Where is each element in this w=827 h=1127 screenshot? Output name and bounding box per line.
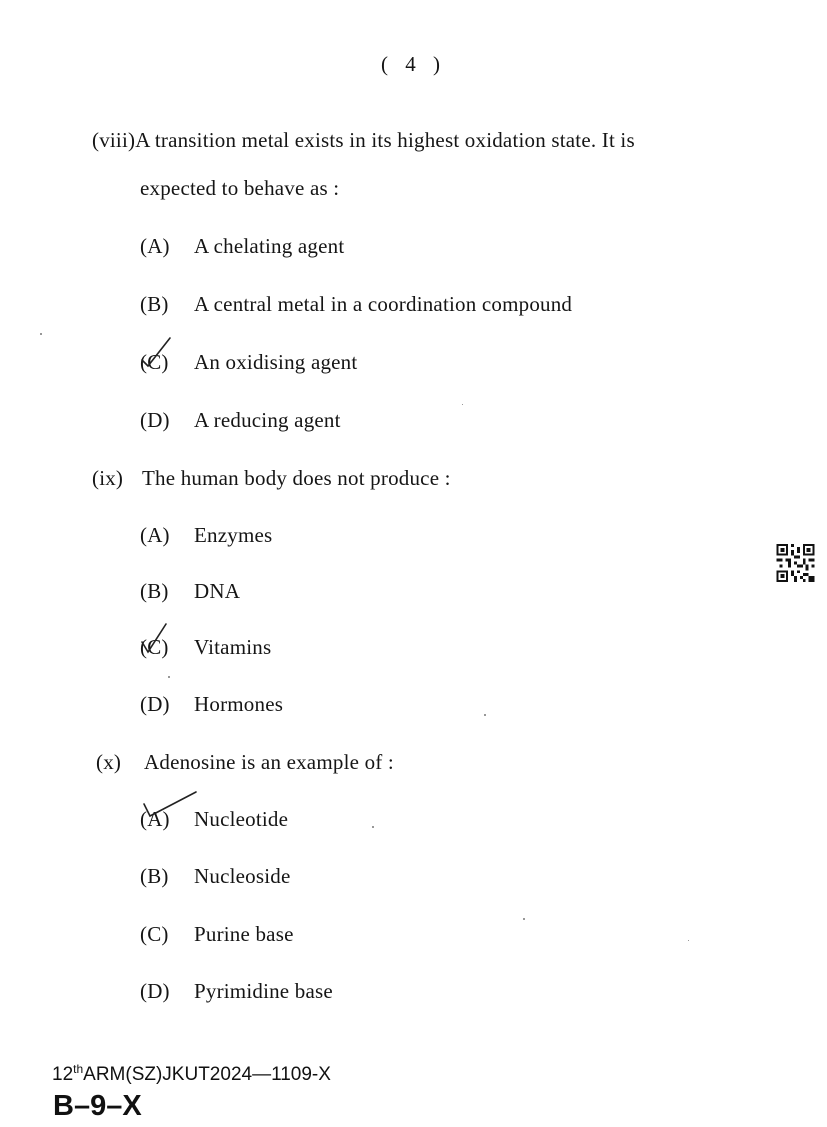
option-text: Hormones	[194, 692, 284, 716]
option-text: A reducing agent	[194, 408, 341, 432]
question-viii-line1	[92, 128, 635, 153]
option-ix-b	[140, 579, 240, 604]
option-label: (C)	[140, 635, 169, 659]
option-label: (A)	[140, 807, 170, 831]
option-label: (C)	[140, 922, 169, 946]
question-number: (x)	[96, 750, 122, 774]
option-x-b	[140, 864, 290, 889]
option-text: DNA	[194, 579, 241, 603]
option-text: Nucleotide	[194, 807, 289, 831]
option-label: (D)	[140, 979, 170, 1003]
option-label: (D)	[140, 692, 170, 716]
option-viii-a	[140, 234, 344, 259]
question-number: (viii)	[92, 128, 136, 152]
scan-speck	[40, 333, 42, 335]
option-label: (B)	[140, 292, 169, 316]
scan-speck	[484, 714, 486, 716]
option-text: Enzymes	[194, 523, 273, 547]
question-number: (ix)	[92, 466, 124, 490]
scan-speck	[688, 940, 689, 941]
question-x-line1	[96, 750, 394, 775]
option-x-c	[140, 922, 294, 947]
option-text: An oxidising agent	[194, 350, 358, 374]
option-text: A chelating agent	[194, 234, 345, 258]
question-text: Adenosine is an example of :	[144, 750, 394, 774]
option-label: (A)	[140, 234, 170, 258]
paper-code-prefix: 12	[52, 1064, 74, 1085]
handwritten-tick-mark-icon	[136, 334, 176, 370]
scan-speck	[372, 826, 374, 828]
option-text: Nucleoside	[194, 864, 291, 888]
option-label: (A)	[140, 523, 170, 547]
option-ix-a	[140, 523, 272, 548]
option-text: Vitamins	[194, 635, 272, 659]
handwritten-tick-mark-icon	[140, 790, 200, 826]
page-number: ( 4 )	[381, 52, 446, 76]
question-text: A transition metal exists in its highest oxidation state. It is	[135, 128, 635, 152]
scan-speck	[168, 676, 170, 678]
question-viii-line2: expected to behave as :	[140, 176, 340, 200]
paper-code-rest: ARM(SZ)JKUT2024—1109-X	[83, 1064, 331, 1085]
scan-speck	[462, 404, 463, 405]
qr-code-icon	[776, 544, 815, 582]
scan-speck	[523, 918, 525, 920]
option-label: (C)	[140, 350, 169, 374]
paper-code-sup: th	[73, 1062, 84, 1076]
option-text: Pyrimidine base	[194, 979, 333, 1003]
question-text: The human body does not produce :	[142, 466, 451, 490]
option-x-d	[140, 979, 333, 1004]
option-text: A central metal in a coordination compound	[194, 292, 573, 316]
handwritten-tick-mark-icon	[136, 620, 176, 656]
option-label: (B)	[140, 864, 169, 888]
question-ix-line1	[92, 466, 451, 491]
option-viii-b	[140, 292, 572, 317]
option-viii-d	[140, 408, 341, 433]
paper-code	[52, 1062, 331, 1086]
option-label: (D)	[140, 408, 170, 432]
paper-set-code: B–9–X	[53, 1090, 142, 1122]
option-text: Purine base	[194, 922, 294, 946]
option-ix-d	[140, 692, 283, 717]
option-label: (B)	[140, 579, 169, 603]
